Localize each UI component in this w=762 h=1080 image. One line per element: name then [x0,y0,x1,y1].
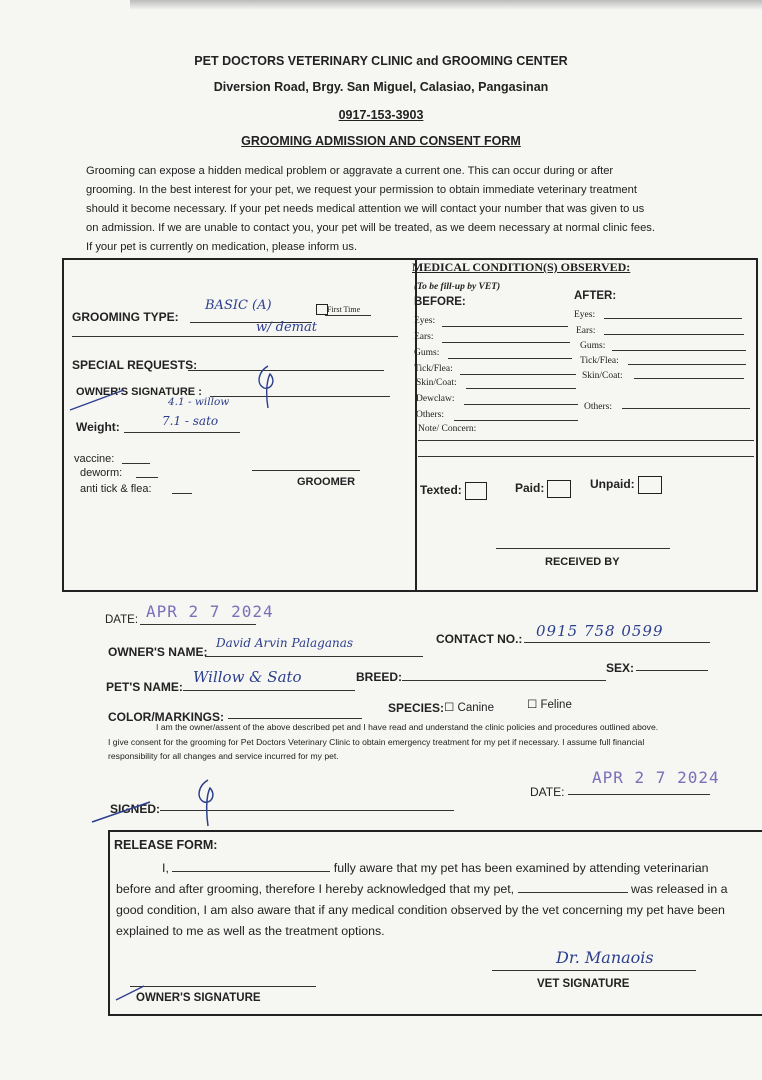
signed-label: SIGNED: [110,802,161,816]
antitick-line [172,493,192,494]
clinic-name: PET DOCTORS VETERINARY CLINIC and GROOMING CENTER [194,54,568,68]
owner-name-value: David Arvin Palaganas [216,636,354,650]
breed-line [402,680,606,681]
release-pet-blank[interactable] [518,880,628,893]
medical-title: MEDICAL CONDITION(S) OBSERVED: [412,260,631,274]
weight-label: Weight: [76,420,120,434]
received-by-line [496,548,670,549]
deworm-label: deworm: [80,467,123,479]
weight-note: 4.1 - willow [168,396,230,408]
before-others: Others: [416,410,444,420]
before-ears: Ears: [414,332,434,342]
owner-signature-mark [66,376,136,426]
before-dewclaw-line [464,404,578,405]
grooming-type-value: BASIC (A) [205,298,272,313]
release-i: I, [162,861,169,875]
before-label: BEFORE: [414,296,466,308]
unpaid-field[interactable] [590,476,662,494]
note-line-2 [418,456,754,457]
antitick-label: anti tick & flea: [80,483,152,495]
before-dewclaw: Dewclaw: [416,394,455,404]
clinic-address: Diversion Road, Brgy. San Miguel, Calasiao, Pangasinan [213,80,549,94]
sex-label: SEX: [606,661,635,675]
vaccine-line [122,463,150,464]
after-ears: Ears: [576,326,596,336]
pet-name-line [183,690,355,691]
groomer-label: GROOMER [297,476,356,488]
after-skincoat: Skin/Coat: [582,371,623,381]
release-name-blank[interactable] [172,859,330,872]
after-gums-line [612,350,746,351]
special-requests-label: SPECIAL REQUESTS: [72,358,198,372]
vet-signature-label: VET SIGNATURE [537,978,630,990]
after-tickflea: Tick/Flea: [580,356,619,366]
sex-line [636,670,708,671]
color-label: COLOR/MARKINGS: [108,710,224,724]
unpaid-label: Unpaid: [590,477,635,492]
after-others: Others: [584,402,612,412]
after-eyes: Eyes: [574,310,596,320]
after-eyes-line [604,318,742,319]
feline-label: Feline [540,699,572,711]
weight-value: 7.1 - sato [162,414,219,428]
note-concern: Note/ Concern: [418,424,477,434]
before-eyes-line [442,326,568,327]
before-eyes: Eyes: [414,316,436,326]
texted-checkbox[interactable] [465,482,487,500]
after-others-line [622,408,750,409]
date2-line [568,794,710,795]
first-time-label: First Time [327,305,361,314]
before-gums-line [448,358,572,359]
intro-line: should it become necessary. If your pet needs medical attention we will contact your number that was given to us [86,203,645,215]
before-skincoat: Skin/Coat: [416,378,457,388]
pet-name-label: PET'S NAME: [106,680,183,694]
after-skincoat-line [634,378,744,379]
owner-signature-line [210,396,390,397]
species-feline[interactable]: ☐ Feline [527,699,572,711]
paid-checkbox[interactable] [547,480,571,498]
species-canine[interactable]: ☐ Canine [444,702,494,714]
consent-text [108,720,718,764]
date2-label: DATE: [530,785,565,799]
before-tickflea: Tick/Flea: [414,364,453,374]
release-paragraph [116,858,761,942]
groom-signature-scribble [248,362,288,412]
intro-line: Grooming can expose a hidden medical problem or aggravate a current one. This can occur during or after [86,165,614,177]
after-gums: Gums: [580,341,606,351]
intro-line: on admission. If we are unable to contact you, your pet will be treated, as we deem necessary at normal clinic fees. [86,222,655,234]
vet-signature-line [492,970,696,971]
breed-label: BREED: [356,670,403,684]
release-line-1 [116,858,761,879]
owner-name-label: OWNER'S NAME: [108,645,208,659]
vet-signed-name: Dr. Manaois [556,948,654,967]
before-others-line [454,420,578,421]
date-stamp: APR 2 7 2024 [146,602,274,621]
release-l1-text: fully aware that my pet has been examined by attending veterinarian [333,861,709,875]
deworm-line [136,477,158,478]
grooming-type-value-2: w/ demat [256,320,317,335]
release-line-3: good condition, I am also aware that if any medical condition observed by the vet concerning my pet have been [116,903,725,917]
unpaid-checkbox[interactable] [638,476,662,494]
release-line-4: explained to me as well as the treatment options. [116,924,385,938]
clinic-phone: 0917-153-3903 [338,108,424,122]
after-ears-line [604,334,744,335]
vaccine-label: vaccine: [74,453,115,465]
contact-line [524,642,710,643]
intro-line: If your pet is currently on medication, please inform us. [86,241,358,253]
consent-line: responsibility for all changes and service incurred for my pet. [108,751,339,761]
before-gums: Gums: [414,348,440,358]
release-owner-signature-label: OWNER'S SIGNATURE [136,992,261,1004]
owner-signature-release-line [130,986,316,987]
after-tickflea-line [628,364,746,365]
before-ears-line [442,342,570,343]
release-l2-end: was released in a [631,882,728,896]
color-line [228,718,362,719]
note-line-1 [418,440,754,441]
date-line [140,624,256,625]
date2-stamp: APR 2 7 2024 [592,768,720,787]
before-tickflea-line [460,374,576,375]
contact-label: CONTACT NO.: [436,632,523,646]
paid-field[interactable] [515,480,571,498]
signed-signature [90,772,220,832]
species-label: SPECIES: [388,701,445,715]
release-title: RELEASE FORM: [114,838,218,852]
date-label: DATE: [105,614,139,626]
owner-name-line [205,656,423,657]
consent-line: I give consent for the grooming for Pet Doctors Veterinary Clinic to obtain emergency treatment for my pet if necessary. I assume full financial [108,736,645,747]
page-top-shadow [130,0,762,10]
canine-label: Canine [457,702,494,714]
consent-line: I am the owner/assent of the above described pet and I have read and understand the clinic policies and procedures outlined above. [156,722,659,732]
intro-paragraph [86,162,698,257]
groomer-line [252,470,360,471]
texted-field[interactable] [420,482,487,500]
texted-label: Texted: [420,483,462,498]
contact-value: 0915 758 0599 [536,622,664,640]
after-label: AFTER: [574,290,617,302]
before-skincoat-line [466,388,576,389]
release-line-2 [116,879,761,900]
intro-line: grooming. In the best interest for your pet, we request your permission to obtain immediate veterinary treatment [86,184,637,196]
owner-signature-label: OWNER'S SIGNATURE : [76,386,202,398]
form-title: GROOMING ADMISSION AND CONSENT FORM [241,134,521,148]
release-l2-text: before and after grooming, therefore I hereby acknowledged that my pet, [116,882,515,896]
pet-name-value: Willow & Sato [193,668,302,686]
paid-label: Paid: [515,481,545,496]
first-time-line [325,315,371,316]
weight-line [124,432,240,433]
medical-subtitle: (To be fill-up by VET) [414,282,501,292]
grooming-type-line-2 [72,336,398,337]
received-by-label: RECEIVED BY [545,556,620,568]
grooming-type-label: GROOMING TYPE: [72,310,179,324]
